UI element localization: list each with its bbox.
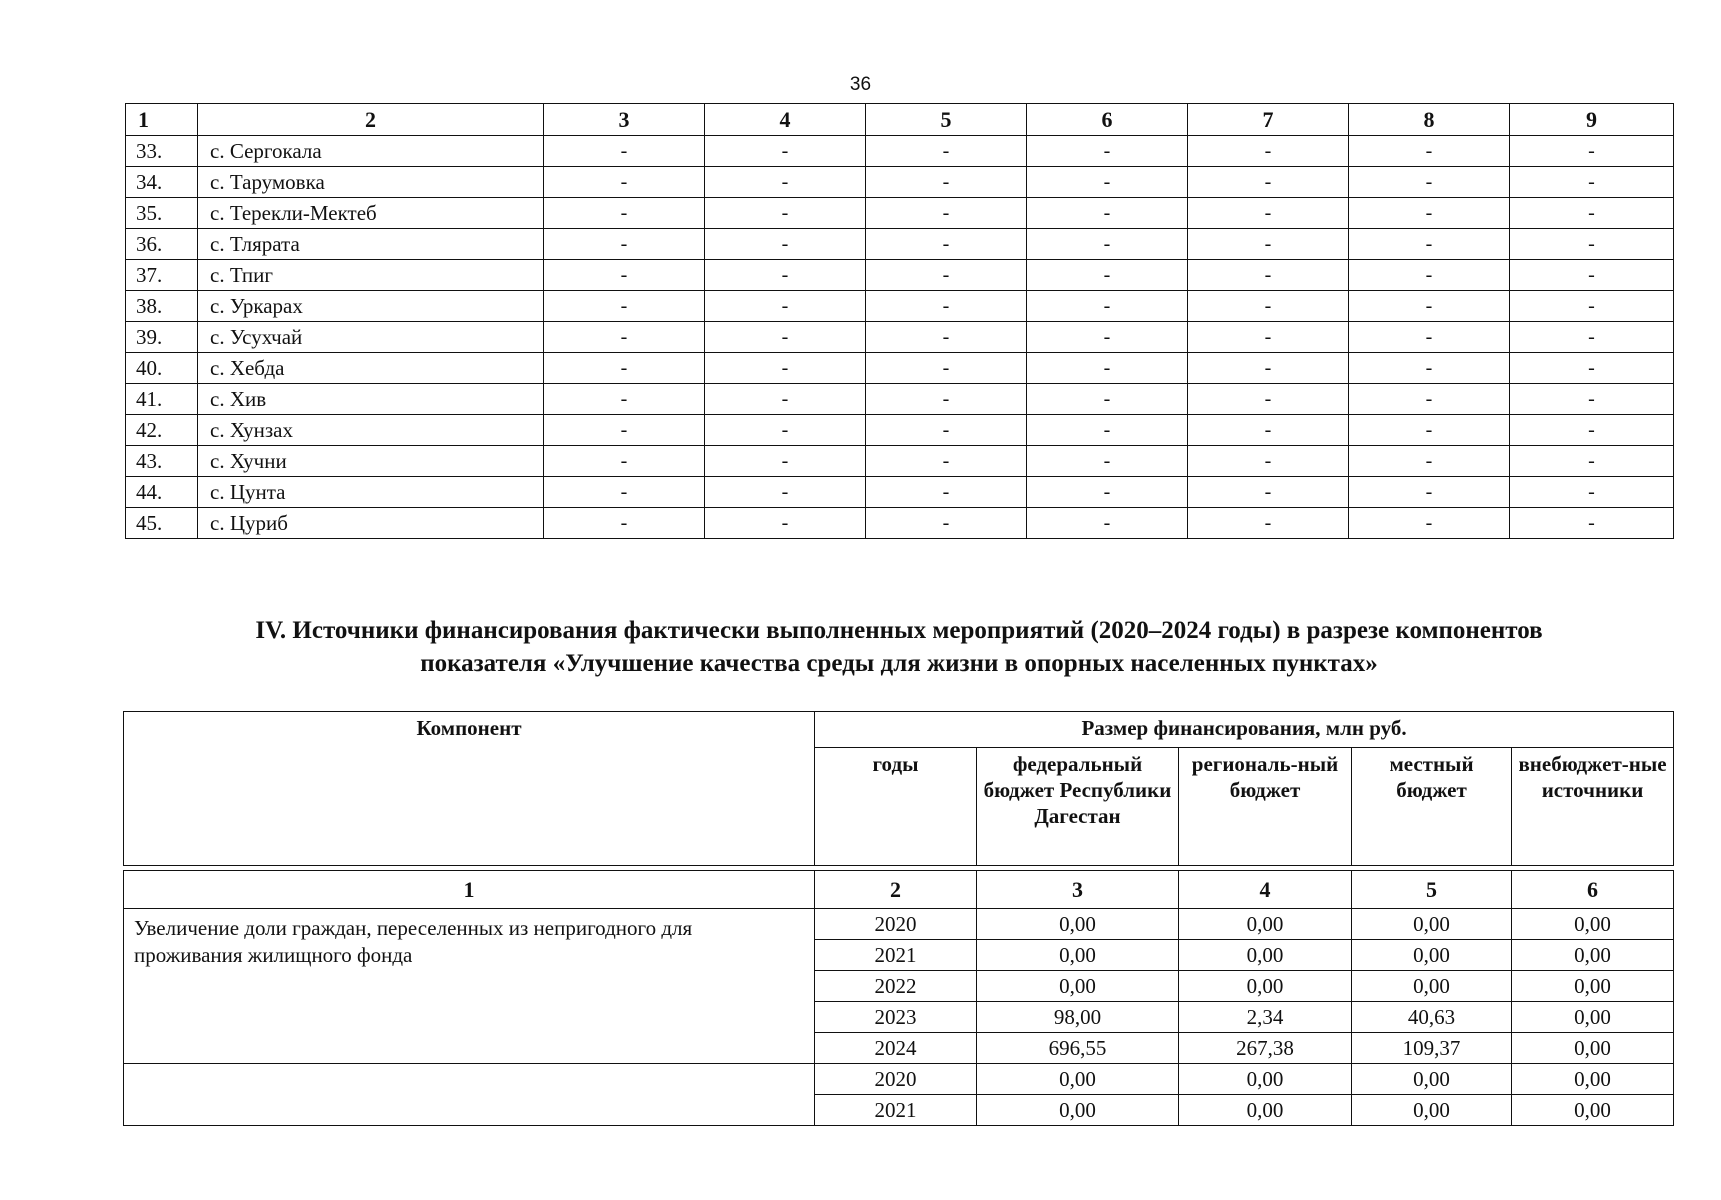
- table-cell: -: [544, 322, 705, 353]
- table-cell: -: [866, 198, 1027, 229]
- column-header: 2: [198, 104, 544, 136]
- settlement-name: с. Уркарах: [198, 291, 544, 322]
- table-row: [124, 1064, 1674, 1095]
- federal-budget-cell: 0,00: [977, 1064, 1179, 1095]
- table-cell: -: [866, 446, 1027, 477]
- settlement-name: с. Терекли-Мектеб: [198, 198, 544, 229]
- table-cell: -: [1510, 229, 1674, 260]
- local-budget-cell: 40,63: [1352, 1002, 1512, 1033]
- table-cell: -: [1188, 136, 1349, 167]
- extrabudgetary-cell: 0,00: [1512, 909, 1674, 940]
- table-cell: -: [1027, 167, 1188, 198]
- table-cell: -: [705, 291, 866, 322]
- column-header: 9: [1510, 104, 1674, 136]
- row-number: 41.: [126, 384, 198, 415]
- table-cell: -: [1188, 291, 1349, 322]
- table-cell: -: [866, 384, 1027, 415]
- table-cell: -: [1349, 167, 1510, 198]
- year-cell: 2020: [815, 1064, 977, 1095]
- regional-budget-header: региональ-ный бюджет: [1179, 748, 1352, 866]
- column-header: 5: [866, 104, 1027, 136]
- local-budget-cell: 0,00: [1352, 909, 1512, 940]
- table-cell: -: [544, 291, 705, 322]
- settlement-name: с. Хебда: [198, 353, 544, 384]
- extrabudgetary-cell: 0,00: [1512, 1002, 1674, 1033]
- table-cell: -: [1188, 415, 1349, 446]
- table-cell: -: [705, 353, 866, 384]
- table-cell: -: [1188, 446, 1349, 477]
- table-row: [126, 229, 1674, 260]
- page-number: 36: [849, 74, 872, 95]
- regional-budget-cell: 0,00: [1179, 1064, 1352, 1095]
- table-cell: -: [1349, 136, 1510, 167]
- settlement-name: с. Хунзах: [198, 415, 544, 446]
- table-cell: -: [1510, 291, 1674, 322]
- table-cell: -: [1349, 415, 1510, 446]
- year-cell: 2021: [815, 1095, 977, 1126]
- table-cell: -: [1027, 415, 1188, 446]
- table-cell: -: [1349, 260, 1510, 291]
- table-cell: -: [544, 477, 705, 508]
- table-cell: -: [705, 198, 866, 229]
- settlement-name: с. Хив: [198, 384, 544, 415]
- extrabudgetary-cell: 0,00: [1512, 1095, 1674, 1126]
- table-cell: -: [866, 291, 1027, 322]
- table-cell: -: [1510, 136, 1674, 167]
- table-cell: -: [1349, 446, 1510, 477]
- column-index: 3: [977, 871, 1179, 909]
- table-cell: -: [866, 508, 1027, 539]
- table-cell: -: [544, 508, 705, 539]
- table-row: [126, 136, 1674, 167]
- settlement-name: с. Тпиг: [198, 260, 544, 291]
- table-cell: -: [1027, 353, 1188, 384]
- section-title-line: показателя «Улучшение качества среды для жизни в опорных населенных пунктах»: [420, 650, 1378, 677]
- column-header: 7: [1188, 104, 1349, 136]
- row-number: 44.: [126, 477, 198, 508]
- settlement-name: с. Хучни: [198, 446, 544, 477]
- table-cell: -: [544, 353, 705, 384]
- settlement-name: с. Цунта: [198, 477, 544, 508]
- column-header: 8: [1349, 104, 1510, 136]
- table-cell: -: [866, 477, 1027, 508]
- table-cell: -: [1349, 198, 1510, 229]
- regional-budget-cell: 0,00: [1179, 940, 1352, 971]
- table-cell: -: [705, 260, 866, 291]
- table-cell: -: [1510, 477, 1674, 508]
- table-row: [126, 260, 1674, 291]
- table-cell: -: [1349, 291, 1510, 322]
- table-cell: -: [1188, 353, 1349, 384]
- table-row: [126, 353, 1674, 384]
- settlement-name: с. Сергокала: [198, 136, 544, 167]
- table-cell: -: [544, 384, 705, 415]
- table-cell: -: [1188, 322, 1349, 353]
- component-name: Увеличение доли граждан, переселенных из непригодного для проживания жилищного фонда: [124, 909, 815, 1064]
- column-header: 4: [705, 104, 866, 136]
- table-cell: -: [705, 477, 866, 508]
- table-cell: -: [1510, 260, 1674, 291]
- table-cell: -: [1510, 322, 1674, 353]
- table-cell: -: [705, 384, 866, 415]
- extrabudgetary-cell: 0,00: [1512, 1033, 1674, 1064]
- table-cell: -: [866, 260, 1027, 291]
- table-cell: -: [705, 508, 866, 539]
- table-cell: -: [705, 167, 866, 198]
- row-number: 42.: [126, 415, 198, 446]
- column-header: 3: [544, 104, 705, 136]
- table-cell: -: [1349, 477, 1510, 508]
- table-cell: -: [705, 229, 866, 260]
- extrabudgetary-cell: 0,00: [1512, 1064, 1674, 1095]
- table-cell: -: [705, 136, 866, 167]
- table-cell: -: [1188, 384, 1349, 415]
- federal-budget-cell: 98,00: [977, 1002, 1179, 1033]
- federal-budget-cell: 0,00: [977, 940, 1179, 971]
- year-cell: 2022: [815, 971, 977, 1002]
- table-cell: -: [1510, 198, 1674, 229]
- column-index: 6: [1512, 871, 1674, 909]
- table-cell: -: [866, 167, 1027, 198]
- local-budget-cell: 0,00: [1352, 940, 1512, 971]
- column-header: 6: [1027, 104, 1188, 136]
- table-cell: -: [1027, 260, 1188, 291]
- table-cell: -: [1510, 415, 1674, 446]
- local-budget-cell: 0,00: [1352, 1064, 1512, 1095]
- row-number: 39.: [126, 322, 198, 353]
- table-row: [126, 477, 1674, 508]
- local-budget-cell: 109,37: [1352, 1033, 1512, 1064]
- table-cell: -: [1188, 198, 1349, 229]
- regional-budget-cell: 0,00: [1179, 971, 1352, 1002]
- section-title: [125, 614, 1673, 680]
- extrabudgetary-cell: 0,00: [1512, 940, 1674, 971]
- table-cell: -: [1188, 508, 1349, 539]
- extrabudgetary-cell: 0,00: [1512, 971, 1674, 1002]
- row-number: 35.: [126, 198, 198, 229]
- table-cell: -: [1188, 477, 1349, 508]
- column-index: 2: [815, 871, 977, 909]
- financing-table: [123, 711, 1674, 1126]
- year-cell: 2020: [815, 909, 977, 940]
- local-budget-cell: 0,00: [1352, 1095, 1512, 1126]
- federal-budget-header: федеральный бюджет Республики Дагестан: [977, 748, 1179, 866]
- federal-budget-cell: 0,00: [977, 909, 1179, 940]
- settlement-name: с. Тлярата: [198, 229, 544, 260]
- table-cell: -: [1510, 446, 1674, 477]
- table-cell: -: [1349, 353, 1510, 384]
- table-cell: -: [705, 322, 866, 353]
- federal-budget-cell: 0,00: [977, 1095, 1179, 1126]
- table-header-row: [124, 712, 1674, 748]
- table-cell: -: [544, 167, 705, 198]
- table-row: [126, 415, 1674, 446]
- table-cell: -: [544, 136, 705, 167]
- table-cell: -: [866, 229, 1027, 260]
- table-cell: -: [1188, 167, 1349, 198]
- table-row: [126, 446, 1674, 477]
- table-cell: -: [544, 198, 705, 229]
- table-cell: -: [1027, 198, 1188, 229]
- year-cell: 2021: [815, 940, 977, 971]
- column-header: 1: [126, 104, 198, 136]
- table-cell: -: [705, 415, 866, 446]
- section-title-line: IV. Источники финансирования фактически выполненных мероприятий (2020–2024 годы) в разрезе компонентов: [255, 617, 1543, 644]
- table-cell: -: [1027, 508, 1188, 539]
- table-cell: -: [866, 353, 1027, 384]
- year-cell: 2023: [815, 1002, 977, 1033]
- row-number: 36.: [126, 229, 198, 260]
- table-cell: -: [1188, 229, 1349, 260]
- local-budget-header: местный бюджет: [1352, 748, 1512, 866]
- table-cell: -: [1349, 322, 1510, 353]
- table-row: [126, 167, 1674, 198]
- settlements-table: [125, 103, 1674, 539]
- component-header: Компонент: [124, 712, 815, 866]
- table-row: [124, 909, 1674, 940]
- table-cell: -: [1510, 508, 1674, 539]
- row-number: 34.: [126, 167, 198, 198]
- settlement-name: с. Усухчай: [198, 322, 544, 353]
- table-cell: -: [544, 260, 705, 291]
- years-header: годы: [815, 748, 977, 866]
- federal-budget-cell: 0,00: [977, 971, 1179, 1002]
- table-cell: -: [1349, 384, 1510, 415]
- row-number: 38.: [126, 291, 198, 322]
- table-cell: -: [1027, 477, 1188, 508]
- table-row: [126, 198, 1674, 229]
- row-number: 43.: [126, 446, 198, 477]
- column-index-row: [124, 871, 1674, 909]
- table-cell: -: [1027, 136, 1188, 167]
- table-cell: -: [866, 322, 1027, 353]
- table-cell: -: [544, 415, 705, 446]
- table-header-row: [126, 104, 1674, 136]
- table-cell: -: [705, 446, 866, 477]
- table-row: [126, 384, 1674, 415]
- table-cell: -: [1510, 353, 1674, 384]
- local-budget-cell: 0,00: [1352, 971, 1512, 1002]
- settlement-name: с. Цуриб: [198, 508, 544, 539]
- regional-budget-cell: 267,38: [1179, 1033, 1352, 1064]
- table-row: [126, 291, 1674, 322]
- row-number: 40.: [126, 353, 198, 384]
- table-cell: -: [1349, 508, 1510, 539]
- row-number: 37.: [126, 260, 198, 291]
- year-cell: 2024: [815, 1033, 977, 1064]
- table-cell: -: [866, 136, 1027, 167]
- table-cell: -: [1510, 384, 1674, 415]
- column-index: 1: [124, 871, 815, 909]
- settlement-name: с. Тарумовка: [198, 167, 544, 198]
- table-cell: -: [544, 446, 705, 477]
- table-cell: -: [1027, 322, 1188, 353]
- table-cell: -: [544, 229, 705, 260]
- column-index: 4: [1179, 871, 1352, 909]
- regional-budget-cell: 2,34: [1179, 1002, 1352, 1033]
- table-cell: -: [1027, 291, 1188, 322]
- regional-budget-cell: 0,00: [1179, 1095, 1352, 1126]
- table-cell: -: [1188, 260, 1349, 291]
- table-cell: -: [1349, 229, 1510, 260]
- table-cell: -: [1027, 229, 1188, 260]
- table-row: [126, 508, 1674, 539]
- row-number: 45.: [126, 508, 198, 539]
- federal-budget-cell: 696,55: [977, 1033, 1179, 1064]
- table-cell: -: [1027, 446, 1188, 477]
- funding-header: Размер финансирования, млн руб.: [815, 712, 1674, 748]
- column-index: 5: [1352, 871, 1512, 909]
- row-number: 33.: [126, 136, 198, 167]
- component-name: [124, 1064, 815, 1126]
- extrabudgetary-header: внебюджет-ные источники: [1512, 748, 1674, 866]
- table-row: [126, 322, 1674, 353]
- table-cell: -: [1027, 384, 1188, 415]
- regional-budget-cell: 0,00: [1179, 909, 1352, 940]
- table-cell: -: [866, 415, 1027, 446]
- table-cell: -: [1510, 167, 1674, 198]
